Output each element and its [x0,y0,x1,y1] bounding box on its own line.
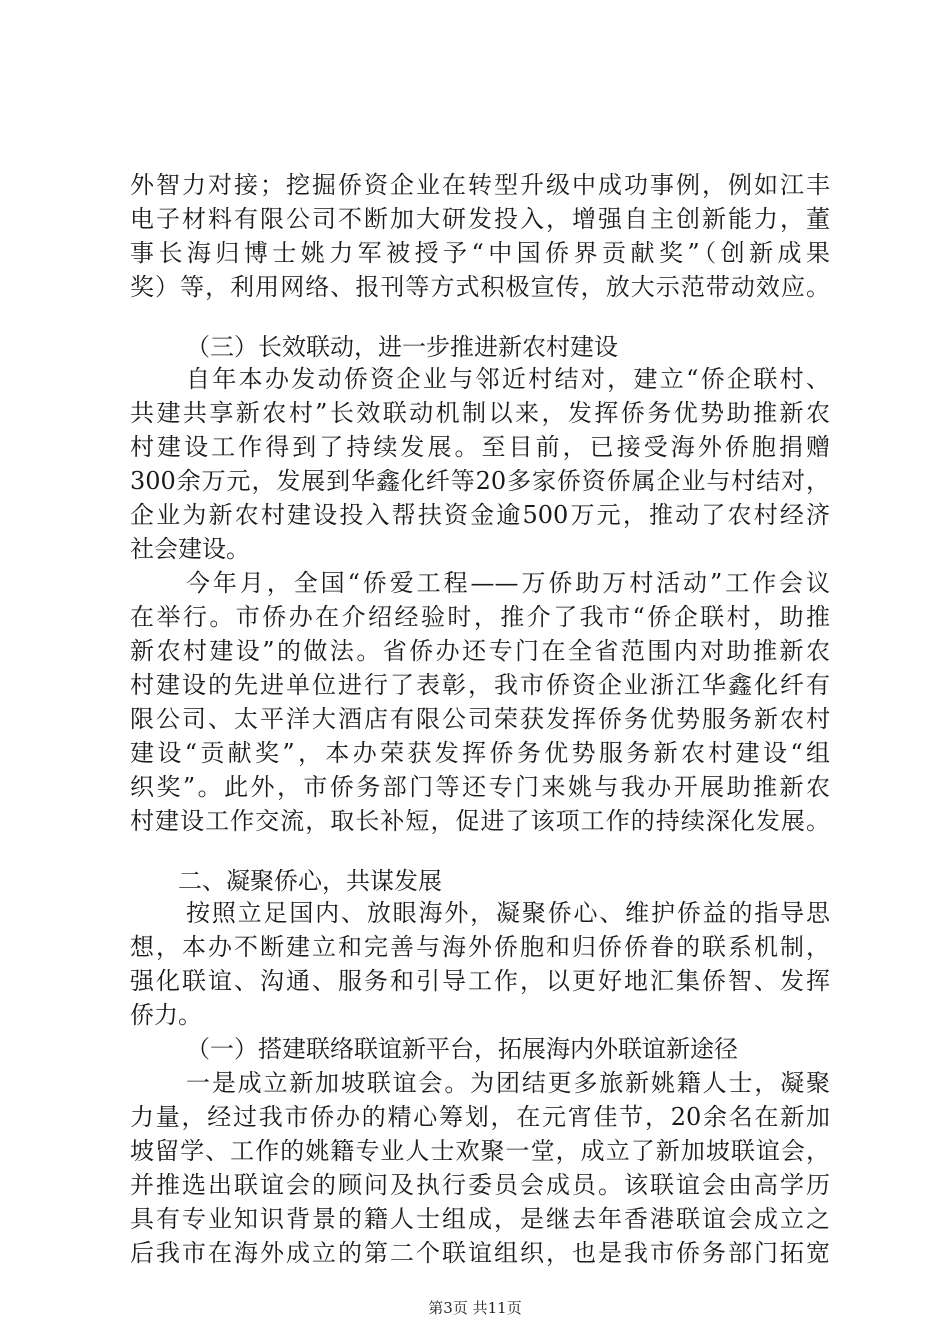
text-line: 事长海归博士姚力军被授予“中国侨界贡献奖”（创新成果 [130,239,830,267]
text-line: 村建设的先进单位进行了表彰，我市侨资企业浙江华鑫化纤有 [130,671,830,699]
text-line: 外智力对接；挖掘侨资企业在转型升级中成功事例，例如江丰 [130,171,830,199]
section-heading: （三）长效联动，进一步推进新农村建设 [186,333,618,361]
text-line: 具有专业知识背景的籍人士组成，是继去年香港联谊会成立之 [130,1205,830,1233]
text-line: 侨力。 [130,1001,202,1029]
section-heading: 二、凝聚侨心，共谋发展 [178,867,442,895]
text-line: 强化联谊、沟通、服务和引导工作，以更好地汇集侨智、发挥 [130,967,830,995]
text-line: 社会建设。 [130,535,250,563]
section-heading: （一）搭建联络联谊新平台，拓展海内外联谊新途径 [186,1035,738,1063]
text-line: 力量，经过我市侨办的精心筹划，在元宵佳节，20余名在新加 [130,1103,830,1131]
text-line: 在举行。市侨办在介绍经验时，推介了我市“侨企联村，助推 [130,603,830,631]
text-line: 并推选出联谊会的顾问及执行委员会成员。该联谊会由高学历 [130,1171,830,1199]
text-line: 村建设工作得到了持续发展。至目前，已接受海外侨胞捐赠 [130,433,830,461]
text-line: 限公司、太平洋大酒店有限公司荣获发挥侨务优势服务新农村 [130,705,830,733]
text-line: 一是成立新加坡联谊会。为团结更多旅新姚籍人士，凝聚 [186,1069,830,1097]
text-line: 300余万元，发展到华鑫化纤等20多家侨资侨属企业与村结对， [130,467,830,495]
page-footer: 第3页 共11页 [428,1299,522,1317]
text-line: 想，本办不断建立和完善与海外侨胞和归侨侨眷的联系机制， [130,933,830,961]
text-line: 坡留学、工作的姚籍专业人士欢聚一堂，成立了新加坡联谊会， [130,1137,830,1165]
text-line: 新农村建设”的做法。省侨办还专门在全省范围内对助推新农 [130,637,830,665]
text-line: 今年月，全国“侨爱工程——万侨助万村活动”工作会议 [186,569,830,597]
text-line: 自年本办发动侨资企业与邻近村结对，建立“侨企联村、 [186,365,830,393]
text-line: 共建共享新农村”长效联动机制以来，发挥侨务优势助推新农 [130,399,830,427]
text-line: 电子材料有限公司不断加大研发投入，增强自主创新能力，董 [130,205,830,233]
text-line: 奖）等，利用网络、报刊等方式积极宣传，放大示范带动效应。 [130,273,830,301]
text-line: 建设“贡献奖”，本办荣获发挥侨务优势服务新农村建设“组 [130,739,830,767]
text-line: 织奖”。此外，市侨务部门等还专门来姚与我办开展助推新农 [130,773,830,801]
text-line: 企业为新农村建设投入帮扶资金逾500万元，推动了农村经济 [130,501,830,529]
text-line: 后我市在海外成立的第二个联谊组织，也是我市侨务部门拓宽 [130,1239,830,1267]
text-line: 村建设工作交流，取长补短，促进了该项工作的持续深化发展。 [130,807,830,835]
text-line: 按照立足国内、放眼海外，凝聚侨心、维护侨益的指导思 [186,899,830,927]
